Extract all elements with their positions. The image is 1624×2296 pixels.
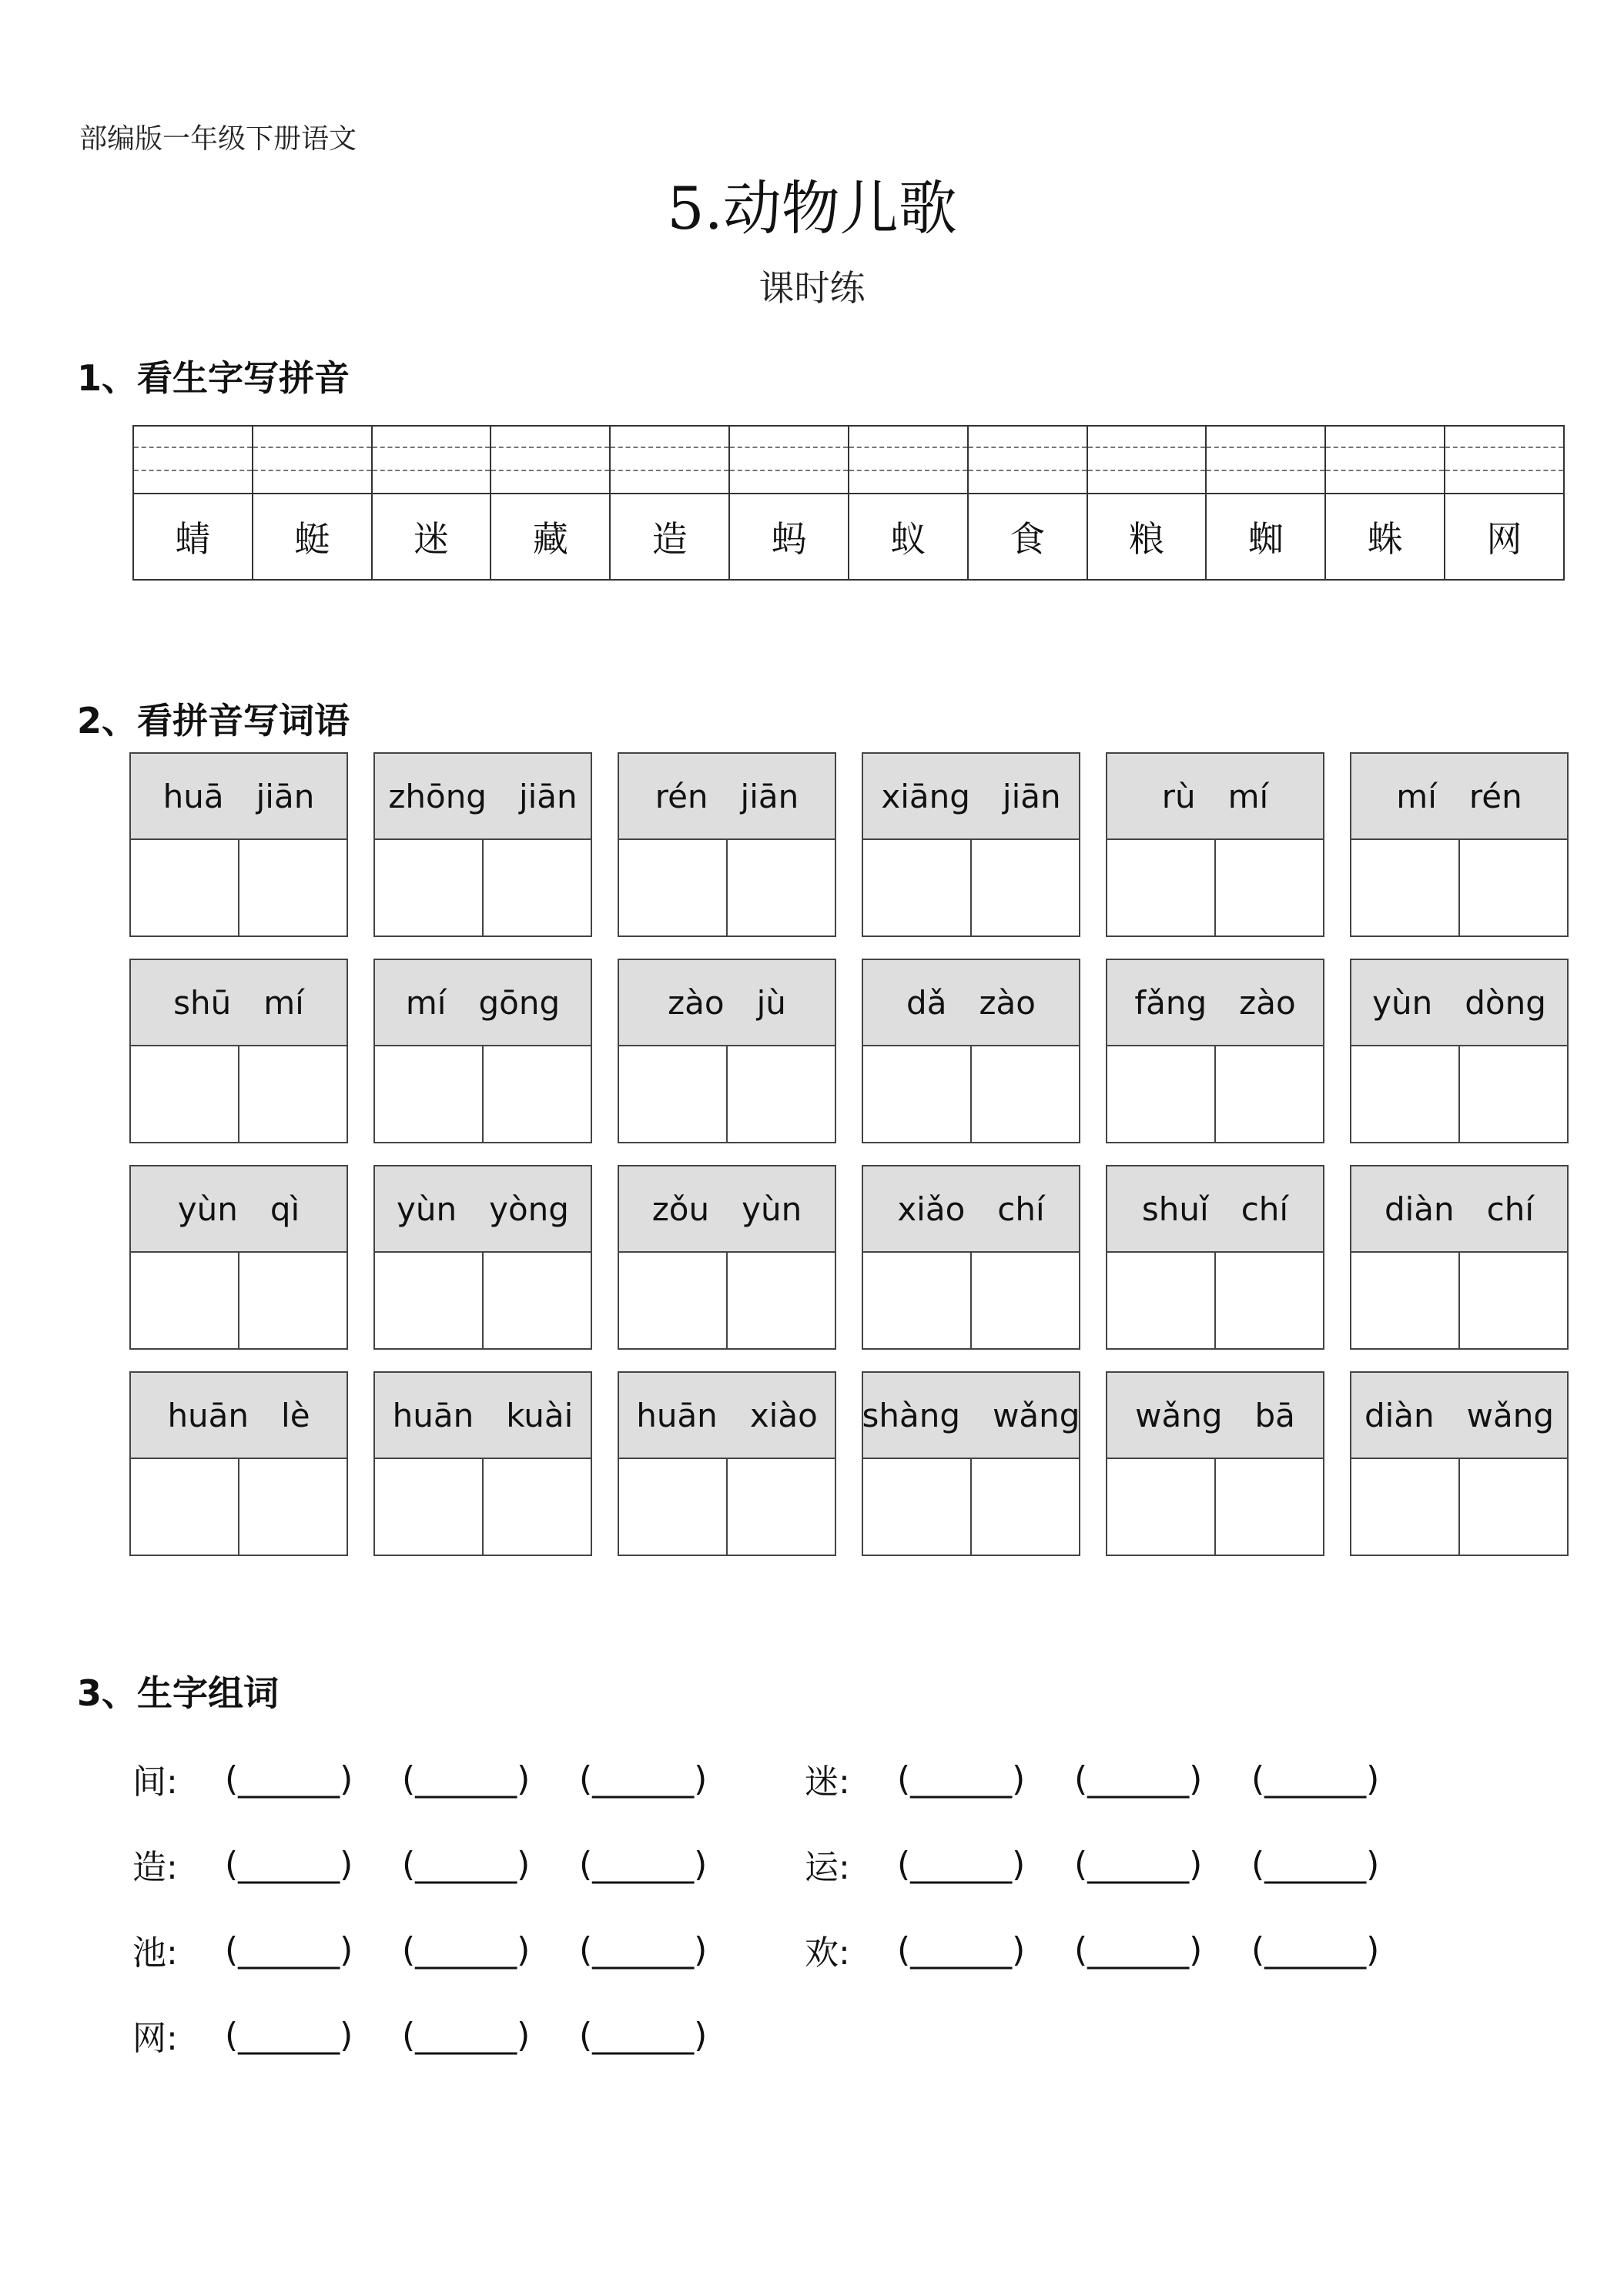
char-writing-box[interactable] (238, 1253, 347, 1348)
char-cell: 蜘 (1207, 494, 1324, 581)
pinyin-syllable: kuài (506, 1396, 574, 1434)
char-writing-box[interactable] (1351, 840, 1458, 935)
char-column (1088, 427, 1207, 581)
pinyin-syllable: huān (392, 1396, 474, 1434)
pinyin-syllable: dǎ (906, 983, 947, 1022)
word-pinyin (1351, 960, 1567, 1046)
word-card (129, 959, 348, 1143)
pinyin-syllable: jù (756, 983, 786, 1022)
word-card (373, 959, 592, 1143)
char-writing-box[interactable] (238, 1459, 347, 1555)
char-writing-box[interactable] (619, 1253, 726, 1348)
word-card (618, 1371, 836, 1556)
pinyin-writing-box[interactable] (611, 427, 728, 494)
word-card (862, 752, 1080, 937)
pinyin-syllable: rén (655, 777, 708, 815)
pinyin-syllable: shuǐ (1141, 1190, 1209, 1228)
char-writing-box[interactable] (238, 1046, 347, 1142)
char-column (373, 427, 492, 581)
pinyin-writing-box[interactable] (1326, 427, 1444, 494)
char-column (730, 427, 849, 581)
target-char: 运: (805, 1848, 850, 1887)
pinyin-syllable: jiān (256, 777, 315, 815)
pinyin-syllable: chí (997, 1190, 1045, 1228)
word-card (862, 959, 1080, 1143)
char-writing-box[interactable] (726, 1253, 835, 1348)
word-blank[interactable]: (______) (897, 1759, 1026, 1799)
char-writing-box[interactable] (863, 1046, 970, 1142)
pinyin-syllable: zào (979, 983, 1036, 1022)
char-writing-box[interactable] (1458, 1253, 1567, 1348)
pinyin-writing-box[interactable] (849, 427, 967, 494)
char-writing-box[interactable] (131, 1459, 238, 1555)
pinyin-writing-box[interactable] (730, 427, 848, 494)
char-column (611, 427, 730, 581)
pinyin-syllable: huā (162, 777, 224, 815)
char-writing-box[interactable] (1107, 1046, 1214, 1142)
char-column (849, 427, 969, 581)
word-blank[interactable]: (______) (579, 1759, 708, 1799)
target-char: 迷: (805, 1762, 850, 1802)
pinyin-syllable: gōng (478, 983, 561, 1022)
pinyin-syllable: rù (1161, 777, 1196, 815)
pinyin-syllable: zào (1239, 983, 1296, 1022)
word-pinyin (619, 1166, 835, 1253)
char-column (491, 427, 611, 581)
target-char: 网: (132, 2019, 178, 2058)
word-card (618, 1165, 836, 1350)
word-pinyin (1351, 1373, 1567, 1459)
pinyin-syllable: fǎng (1134, 983, 1207, 1022)
page-title: 5.动物儿歌 (667, 174, 957, 243)
pinyin-writing-box[interactable] (134, 427, 252, 494)
word-card (129, 1165, 348, 1350)
pinyin-syllable: mí (1396, 777, 1437, 815)
char-cell: 迷 (373, 494, 491, 581)
char-writing-box[interactable] (482, 1253, 591, 1348)
word-pinyin (619, 1373, 835, 1459)
pinyin-syllable: zhōng (388, 777, 487, 815)
word-pinyin (1351, 754, 1567, 840)
word-card (618, 752, 836, 937)
char-cell: 造 (611, 494, 728, 581)
char-writing-box[interactable] (619, 840, 726, 935)
word-pinyin (619, 960, 835, 1046)
pinyin-syllable: jiān (740, 777, 799, 815)
char-cell: 网 (1445, 494, 1563, 581)
pinyin-syllable: diàn (1364, 1396, 1435, 1434)
word-pinyin (375, 1373, 591, 1459)
char-writing-box[interactable] (863, 840, 970, 935)
char-column (1207, 427, 1326, 581)
char-writing-box[interactable] (1107, 1253, 1214, 1348)
pinyin-syllable: xiāng (881, 777, 970, 815)
word-blank[interactable]: (______) (225, 1844, 353, 1884)
word-building-row (805, 1926, 1428, 1973)
word-pinyin (1107, 1166, 1323, 1253)
pinyin-syllable: xiǎo (897, 1190, 966, 1228)
char-writing-box[interactable] (1214, 840, 1323, 935)
word-blank[interactable]: (______) (402, 2015, 531, 2055)
char-writing-box[interactable] (375, 1046, 482, 1142)
word-pinyin (375, 960, 591, 1046)
char-writing-box[interactable] (1458, 840, 1567, 935)
word-pinyin (1107, 1373, 1323, 1459)
char-cell: 蚁 (849, 494, 967, 581)
word-card (373, 752, 592, 937)
word-pinyin (131, 754, 347, 840)
pinyin-writing-box[interactable] (1088, 427, 1206, 494)
char-writing-box[interactable] (131, 1046, 238, 1142)
word-pinyin (131, 1166, 347, 1253)
char-cell: 粮 (1088, 494, 1206, 581)
char-writing-box[interactable] (619, 1459, 726, 1555)
char-column (1326, 427, 1445, 581)
word-card (618, 959, 836, 1143)
pinyin-syllable: xiào (749, 1396, 818, 1434)
pinyin-writing-box[interactable] (1207, 427, 1324, 494)
char-writing-box[interactable] (1214, 1253, 1323, 1348)
word-building-row (132, 1841, 756, 1887)
pinyin-syllable: yùn (742, 1190, 802, 1228)
word-blank[interactable]: (______) (1251, 1844, 1380, 1884)
word-card (1106, 1165, 1324, 1350)
word-blank[interactable]: (______) (225, 1759, 353, 1799)
char-writing-box[interactable] (238, 840, 347, 935)
word-card (862, 1371, 1080, 1556)
word-blank[interactable]: (______) (402, 1844, 531, 1884)
word-blank[interactable]: (______) (1251, 1759, 1380, 1799)
word-blank[interactable]: (______) (402, 1930, 531, 1970)
word-blank[interactable]: (______) (579, 1930, 708, 1970)
pinyin-syllable: zǒu (651, 1190, 710, 1228)
word-pinyin (863, 1373, 1079, 1459)
char-writing-box[interactable] (375, 840, 482, 935)
char-writing-box[interactable] (1351, 1253, 1458, 1348)
word-pinyin (863, 754, 1079, 840)
pinyin-writing-box[interactable] (373, 427, 491, 494)
char-writing-box[interactable] (1458, 1046, 1567, 1142)
pinyin-syllable: wǎng (1135, 1396, 1223, 1434)
section1-heading: 1、看生字写拼音 (77, 357, 350, 399)
pinyin-syllable: wǎng (993, 1396, 1080, 1434)
char-writing-box[interactable] (482, 840, 591, 935)
pinyin-syllable: chí (1486, 1190, 1535, 1228)
pinyin-syllable: mí (405, 983, 447, 1022)
word-blank[interactable]: (______) (579, 2015, 708, 2055)
pinyin-syllable: shū (173, 983, 232, 1022)
char-writing-box[interactable] (1214, 1459, 1323, 1555)
word-card (129, 1371, 348, 1556)
word-blank[interactable]: (______) (897, 1844, 1026, 1884)
pinyin-writing-box[interactable] (491, 427, 609, 494)
pinyin-syllable: mí (263, 983, 304, 1022)
char-writing-box[interactable] (863, 1459, 970, 1555)
char-cell: 食 (969, 494, 1087, 581)
char-writing-box[interactable] (375, 1253, 482, 1348)
pinyin-writing-box[interactable] (253, 427, 371, 494)
pinyin-syllable: mí (1227, 777, 1269, 815)
pinyin-syllable: yòng (489, 1190, 569, 1228)
word-building-row (132, 1926, 756, 1973)
pinyin-writing-box[interactable] (1445, 427, 1563, 494)
char-writing-box[interactable] (726, 1459, 835, 1555)
pinyin-syllable: shàng (862, 1396, 961, 1434)
header-note: 部编版一年级下册语文 (79, 123, 357, 155)
target-char: 间: (132, 1762, 178, 1802)
char-writing-box[interactable] (970, 1046, 1079, 1142)
char-cell: 蚂 (730, 494, 848, 581)
char-writing-box[interactable] (1351, 1046, 1458, 1142)
word-blank[interactable]: (______) (225, 2015, 353, 2055)
section2-heading: 2、看拼音写词语 (77, 700, 350, 741)
pinyin-syllable: bā (1254, 1396, 1295, 1434)
word-pinyin (1351, 1166, 1567, 1253)
target-char: 欢: (805, 1933, 850, 1973)
target-char: 池: (132, 1933, 178, 1973)
word-card (129, 752, 348, 937)
pinyin-writing-box[interactable] (969, 427, 1087, 494)
word-building-row (805, 1755, 1428, 1802)
word-card (1350, 959, 1569, 1143)
char-writing-box[interactable] (131, 840, 238, 935)
word-building-row (805, 1841, 1428, 1887)
char-cell: 蜓 (253, 494, 371, 581)
word-card (1350, 1371, 1569, 1556)
word-blank[interactable]: (______) (897, 1930, 1026, 1970)
word-card (1350, 752, 1569, 937)
char-column (253, 427, 373, 581)
word-pinyin (375, 1166, 591, 1253)
pinyin-syllable: lè (281, 1396, 310, 1434)
char-writing-box[interactable] (619, 1046, 726, 1142)
word-card (1106, 1371, 1324, 1556)
char-writing-box[interactable] (970, 1253, 1079, 1348)
pinyin-syllable: qì (270, 1190, 300, 1228)
word-pinyin (1107, 960, 1323, 1046)
pinyin-syllable: zào (668, 983, 725, 1022)
pinyin-syllable: jiān (1002, 777, 1061, 815)
char-column (134, 427, 253, 581)
word-pinyin (619, 754, 835, 840)
pinyin-syllable: wǎng (1466, 1396, 1555, 1434)
char-writing-box[interactable] (375, 1459, 482, 1555)
char-writing-box[interactable] (970, 840, 1079, 935)
word-card (373, 1165, 592, 1350)
word-blank[interactable]: (______) (1074, 1930, 1203, 1970)
char-cell: 藏 (491, 494, 609, 581)
word-pinyin (863, 960, 1079, 1046)
char-column (969, 427, 1088, 581)
pinyin-syllable: yùn (397, 1190, 457, 1228)
char-writing-box[interactable] (726, 840, 835, 935)
word-pinyin (1107, 754, 1323, 840)
pinyin-syllable: yùn (177, 1190, 238, 1228)
char-writing-box[interactable] (482, 1459, 591, 1555)
pinyin-syllable: diàn (1384, 1190, 1455, 1228)
word-blank[interactable]: (______) (1251, 1930, 1380, 1970)
word-blank[interactable]: (______) (402, 1759, 531, 1799)
word-card (1106, 959, 1324, 1143)
word-pinyin (863, 1166, 1079, 1253)
char-writing-box[interactable] (1107, 840, 1214, 935)
word-pinyin (131, 960, 347, 1046)
word-card (1350, 1165, 1569, 1350)
char-writing-box[interactable] (1351, 1459, 1458, 1555)
char-writing-box[interactable] (1458, 1459, 1567, 1555)
pinyin-syllable: chí (1241, 1190, 1289, 1228)
pinyin-syllable: yùn (1372, 983, 1433, 1022)
word-card (862, 1165, 1080, 1350)
word-building-row (132, 2012, 756, 2058)
word-blank[interactable]: (______) (1074, 1759, 1203, 1799)
word-building-row (132, 1755, 756, 1802)
pinyin-syllable: dòng (1465, 983, 1546, 1022)
char-writing-box[interactable] (482, 1046, 591, 1142)
word-writing-grid (129, 752, 1568, 1556)
char-writing-box[interactable] (863, 1253, 970, 1348)
word-pinyin (375, 754, 591, 840)
pinyin-syllable: rén (1468, 777, 1522, 815)
word-blank[interactable]: (______) (1074, 1844, 1203, 1884)
target-char: 造: (132, 1848, 178, 1887)
char-writing-box[interactable] (726, 1046, 835, 1142)
pinyin-syllable: jiān (518, 777, 578, 815)
page-subtitle: 课时练 (758, 267, 866, 309)
pinyin-syllable: huān (636, 1396, 718, 1434)
char-cell: 蛛 (1326, 494, 1444, 581)
char-writing-box[interactable] (131, 1253, 238, 1348)
word-pinyin (131, 1373, 347, 1459)
section3-heading: 3、生字组词 (77, 1672, 280, 1714)
pinyin-writing-grid (132, 425, 1565, 581)
word-blank[interactable]: (______) (579, 1844, 708, 1884)
pinyin-syllable: huān (167, 1396, 249, 1434)
char-writing-box[interactable] (970, 1459, 1079, 1555)
char-cell: 蜻 (134, 494, 252, 581)
char-column (1445, 427, 1565, 581)
word-card (373, 1371, 592, 1556)
char-writing-box[interactable] (1107, 1459, 1214, 1555)
word-card (1106, 752, 1324, 937)
char-writing-box[interactable] (1214, 1046, 1323, 1142)
word-blank[interactable]: (______) (225, 1930, 353, 1970)
